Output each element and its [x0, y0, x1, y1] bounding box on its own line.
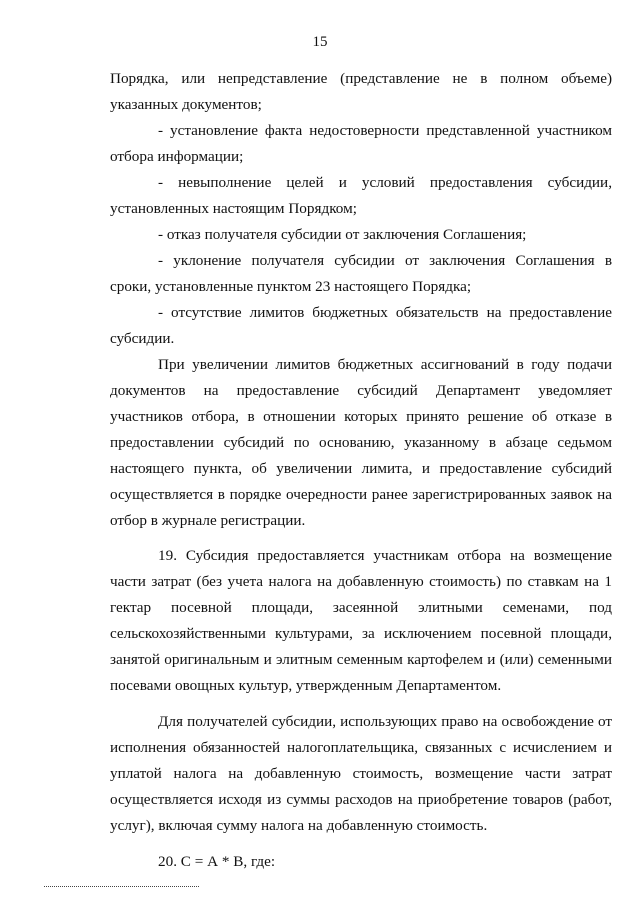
- paragraph-20-formula: 20. С = А * В, где:: [158, 853, 276, 870]
- footnote-separator-line: [44, 886, 199, 887]
- document-body: [110, 66, 612, 875]
- paragraph-limit-increase: При увеличении лимитов бюджетных ассигнований в году подачи документов на предоставление субсидий Департамент уведомляет участников отбора, в отношении которых принято решение об отказе в предоставлении субсидий по основанию, указанному в абзаце седьмом настоящего пункта, об увеличении лимита, и предоставление субсидий осуществляется в порядке очередности ранее зарегистрированных заявок на отбор в журнале регистрации.: [110, 356, 612, 529]
- paragraph-item-nonfulfillment: - невыполнение целей и условий предоставления субсидии, установленных настоящим Порядком;: [110, 174, 612, 217]
- paragraph-continuation: Порядка, или непредставление (представление не в полном объеме) указанных документов;: [110, 70, 612, 113]
- page-number: 15: [312, 34, 328, 50]
- paragraph-19: 19. Субсидия предоставляется участникам отбора на возмещение части затрат (без учета налога на добавленную стоимость) по ставкам на 1 гектар посевной площади, засеянной элитными семенами, под сельскохозяйственными культурами, за исключением посевной площади, занятой оригинальным и элитным семенным картофелем и (или) семенными посевами овощных культур, утвержденным Департаментом.: [110, 547, 612, 694]
- paragraph-item-no-limits: - отсутствие лимитов бюджетных обязательств на предоставление субсидии.: [110, 304, 612, 347]
- paragraph-item-refusal: - отказ получателя субсидии от заключения Соглашения;: [158, 226, 527, 243]
- paragraph-item-false-info: - установление факта недостоверности представленной участником отбора информации;: [110, 122, 612, 165]
- paragraph-vat-exempt: Для получателей субсидии, использующих право на освобождение от исполнения обязанностей налогоплательщика, связанных с исчислением и уплатой налога на добавленную стоимость, возмещение части затрат осуществляется исходя из суммы расходов на приобретение товаров (работ, услуг), включая сумму налога на добавленную стоимость.: [110, 713, 612, 834]
- paragraph-item-evasion: - уклонение получателя субсидии от заключения Соглашения в сроки, установленные пунктом 23 настоящего Порядка;: [110, 252, 612, 295]
